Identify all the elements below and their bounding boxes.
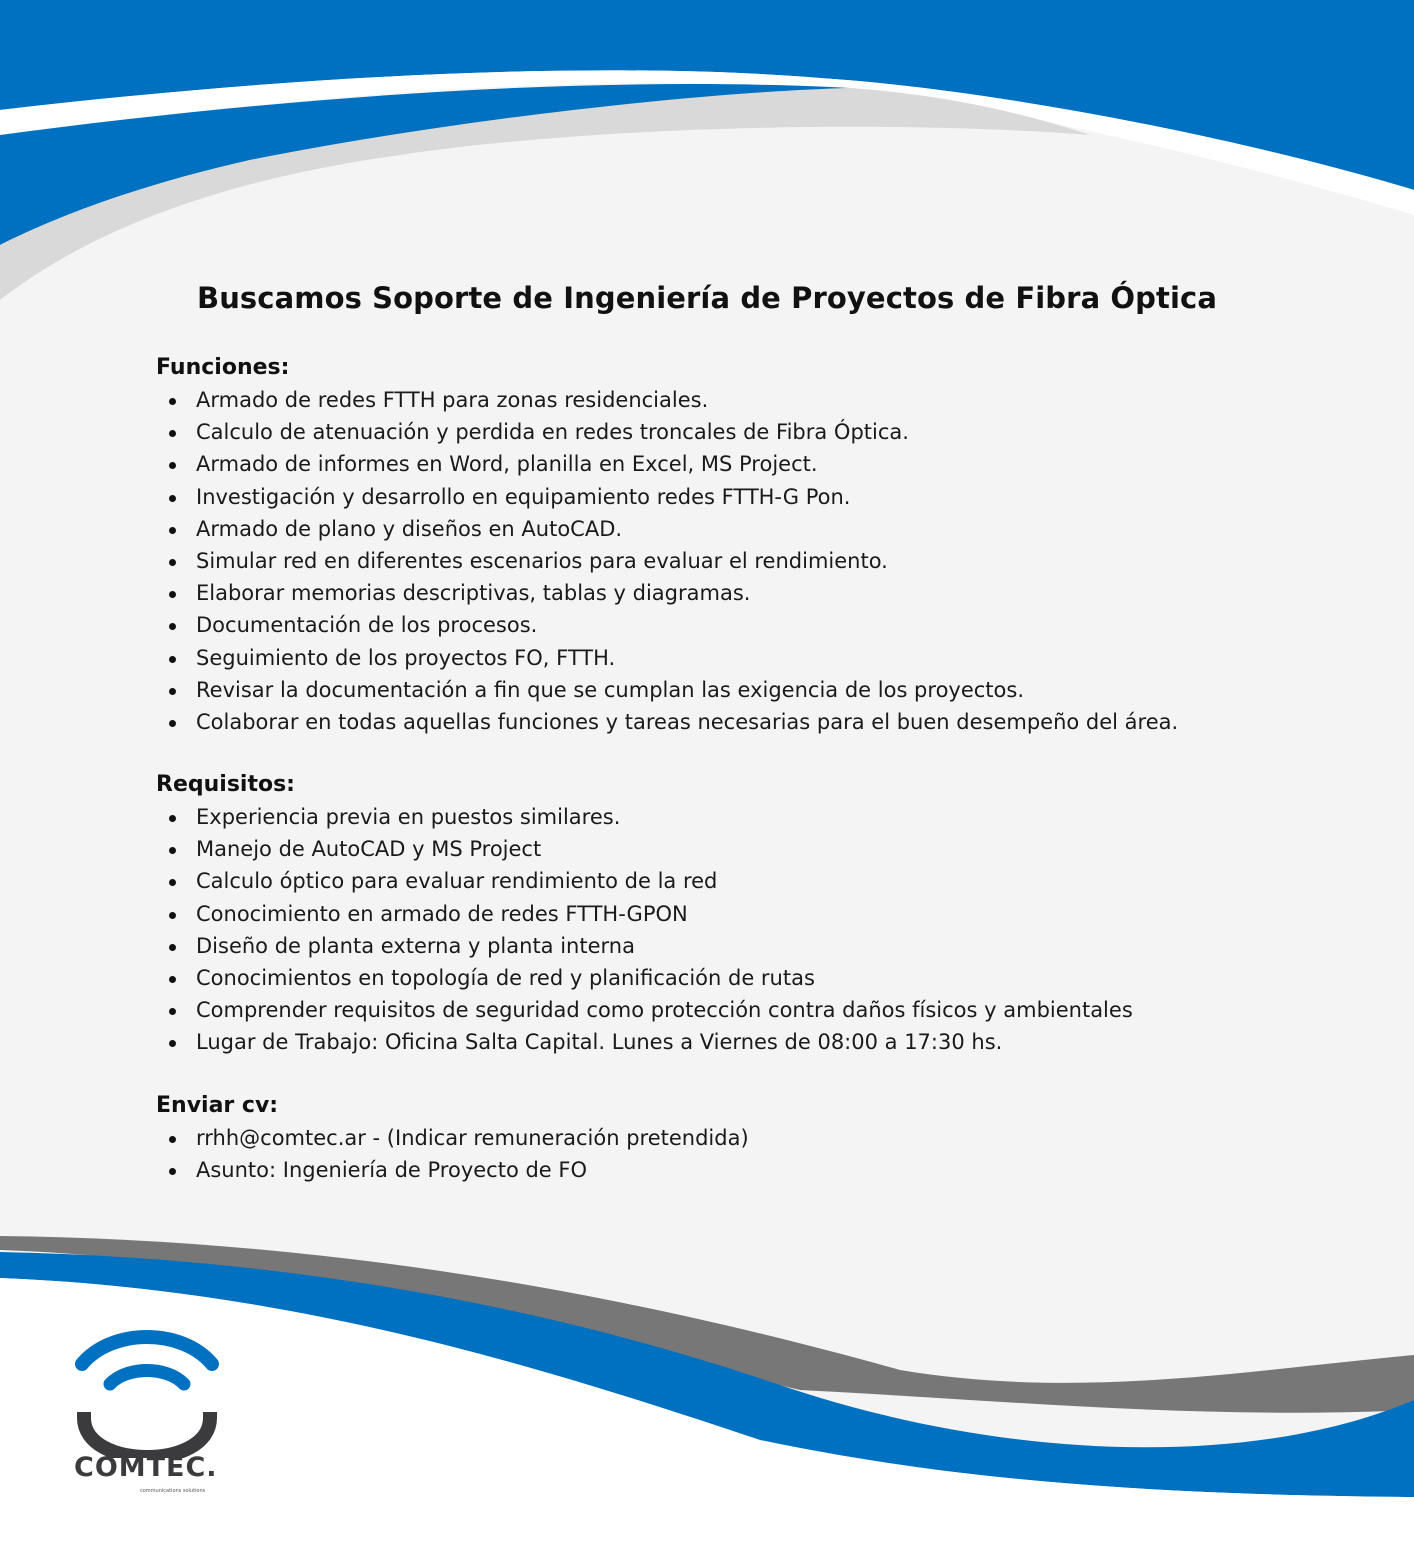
funciones-list	[156, 384, 1178, 738]
email-contact[interactable]: rrhh@comtec.ar - (Indicar remuneración pretendida)	[156, 1122, 749, 1154]
list-item: Colaborar en todas aquellas funciones y tareas necesarias para el buen desempeño del área.	[156, 706, 1178, 738]
wifi-logo-icon	[72, 1328, 222, 1458]
comtec-logo	[72, 1328, 222, 1508]
list-item: Comprender requisitos de seguridad como protección contra daños físicos y ambientales	[156, 994, 1133, 1026]
list-item: Documentación de los procesos.	[156, 609, 1178, 641]
enviar-list	[156, 1122, 749, 1186]
list-item: Simular red en diferentes escenarios para evaluar el rendimiento.	[156, 545, 1178, 577]
requisitos-section	[156, 769, 1133, 1059]
list-item: Armado de plano y diseños en AutoCAD.	[156, 513, 1178, 545]
enviar-heading: Enviar cv:	[156, 1093, 279, 1118]
list-item: Calculo de atenuación y perdida en redes troncales de Fibra Óptica.	[156, 416, 1178, 448]
list-item: Conocimientos en topología de red y planificación de rutas	[156, 962, 1133, 994]
list-item: Armado de redes FTTH para zonas residenciales.	[156, 384, 1178, 416]
list-item: Investigación y desarrollo en equipamiento redes FTTH-G Pon.	[156, 481, 1178, 513]
list-item: Revisar la documentación a fin que se cumplan las exigencia de los proyectos.	[156, 674, 1178, 706]
page-title: Buscamos Soporte de Ingeniería de Proyectos de Fibra Óptica	[196, 281, 1218, 315]
enviar-section	[156, 1090, 749, 1186]
list-item: Calculo óptico para evaluar rendimiento de la red	[156, 865, 1133, 897]
list-item: Asunto: Ingeniería de Proyecto de FO	[156, 1154, 749, 1186]
requisitos-list	[156, 801, 1133, 1059]
list-item: Elaborar memorias descriptivas, tablas y diagramas.	[156, 577, 1178, 609]
funciones-section	[156, 352, 1178, 738]
brand-tagline: communications solutions	[140, 1488, 206, 1494]
list-item: Conocimiento en armado de redes FTTH-GPON	[156, 898, 1133, 930]
requisitos-heading: Requisitos:	[156, 772, 295, 797]
list-item: Manejo de AutoCAD y MS Project	[156, 833, 1133, 865]
brand-name: COMTEC.	[74, 1452, 218, 1483]
list-item: Seguimiento de los proyectos FO, FTTH.	[156, 642, 1178, 674]
list-item: Armado de informes en Word, planilla en Excel, MS Project.	[156, 448, 1178, 480]
list-item: Diseño de planta externa y planta interna	[156, 930, 1133, 962]
list-item: Experiencia previa en puestos similares.	[156, 801, 1133, 833]
funciones-heading: Funciones:	[156, 355, 290, 380]
list-item: Lugar de Trabajo: Oficina Salta Capital. Lunes a Viernes de 08:00 a 17:30 hs.	[156, 1026, 1133, 1058]
